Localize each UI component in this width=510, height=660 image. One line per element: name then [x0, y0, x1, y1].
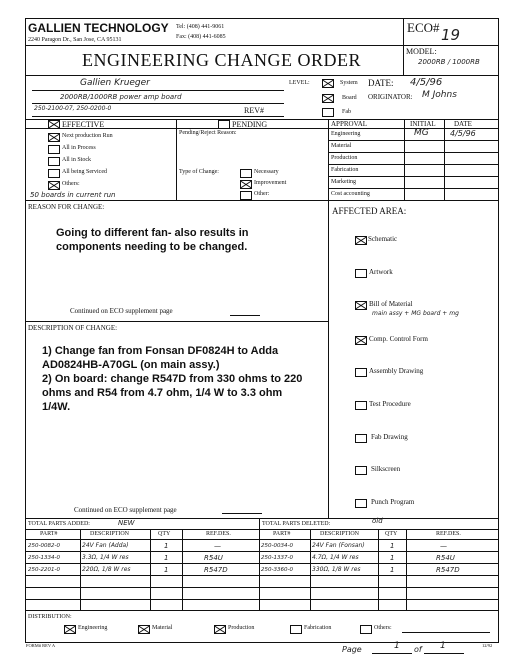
page-label: Page [342, 645, 362, 654]
affected-punch-checkbox[interactable] [355, 499, 367, 508]
added-header-desc: DESCRIPTION [90, 531, 130, 537]
handwritten-product: 2000RB/1000RB power amp board [60, 93, 182, 101]
affected-test-checkbox[interactable] [355, 401, 367, 410]
form-date: 12/92 [482, 643, 493, 648]
pending-reason-label: Pending/Reject Reason: [179, 130, 237, 136]
level-system-label: System [340, 80, 358, 86]
form-title: ENGINEERING CHANGE ORDER [82, 50, 361, 70]
description-item-2: 2) On board: change R547D from 330 ohms to 220 ohms and R54 from 4.7 ohm, 1/4 W to 3.3 ohm 1/4W. [42, 373, 303, 413]
dist-others-checkbox[interactable] [360, 625, 372, 634]
dist-engineering-label: Engineering [78, 625, 108, 631]
model-value: 2000RB / 1000RB [418, 58, 480, 66]
affected-bom-note: main assy + MG board + mg [372, 310, 459, 317]
affected-comp-control-label: Comp. Control Form [369, 335, 428, 343]
added-row-2-part: 250-1334-0 [28, 555, 60, 561]
page-total: 1 [440, 641, 446, 651]
deleted-header-part: PART# [273, 531, 291, 537]
company-address: 2240 Paragon Dr., San Jose, CA 95131 [28, 37, 122, 43]
affected-bom-checkbox[interactable] [355, 301, 367, 310]
deleted-header-desc: DESCRIPTION [320, 531, 360, 537]
deleted-row-2-qty: 1 [390, 554, 395, 562]
frame-right [498, 18, 499, 643]
description-continued: Continued on ECO supplement page [74, 506, 177, 514]
dist-others-label: Others: [374, 625, 392, 631]
reason-label: REASON FOR CHANGE: [28, 203, 105, 211]
effective-checkbox[interactable] [48, 120, 60, 129]
level-label: LEVEL: [289, 80, 310, 86]
eco-number: 19 [441, 26, 461, 44]
affected-fab-label: Fab Drawing [371, 433, 408, 441]
deleted-row-3-qty: 1 [390, 566, 395, 574]
level-fab-checkbox[interactable] [322, 108, 334, 117]
affected-silkscreen-label: Silkscreen [371, 465, 401, 473]
added-header-qty: QTY [158, 531, 171, 537]
affected-schematic-checkbox[interactable] [355, 236, 367, 245]
type-change-label: Type of Change: [179, 169, 219, 175]
affected-schematic-label: Schematic [368, 235, 398, 243]
deleted-row-2-desc: 4.7Ω, 1/4 W res [312, 554, 359, 561]
added-row-1-refdes: — [214, 542, 221, 550]
effective-serviced-label: All being Serviced [62, 169, 107, 175]
deleted-row-2-refdes: R54U [436, 554, 455, 562]
effective-others-note: 50 boards in current run [30, 191, 116, 199]
dist-fabrication-label: Fabrication [304, 625, 332, 631]
parts-added-note: NEW [118, 519, 135, 527]
deleted-row-1-desc: 24V Fan (Fonsan) [312, 542, 365, 549]
date-label: DATE: [368, 78, 394, 88]
added-row-1-qty: 1 [164, 542, 169, 550]
effective-next-run-checkbox[interactable] [48, 133, 60, 142]
frame-left [25, 18, 26, 643]
affected-artwork-checkbox[interactable] [355, 269, 367, 278]
affected-area-label: AFFECTED AREA: [332, 206, 407, 216]
eco-label: ECO# [407, 20, 440, 35]
pending-checkbox[interactable] [218, 120, 230, 129]
effective-in-stock-label: All in Stock [62, 157, 92, 163]
model-label: MODEL: [406, 47, 437, 56]
parts-deleted-label: TOTAL PARTS DELETED: [262, 521, 331, 527]
level-board-label: Board [342, 95, 357, 101]
company-tel: Tel: (408) 441-9061 [176, 24, 225, 30]
deleted-row-3-desc: 330Ω, 1/8 W res [312, 566, 361, 573]
form-number: FORM# REV A [26, 643, 56, 648]
effective-in-stock-checkbox[interactable] [48, 157, 60, 166]
dist-material-checkbox[interactable] [138, 625, 150, 634]
added-header-refdes: REF.DES. [206, 531, 231, 537]
deleted-row-2-part: 250-1337-0 [261, 555, 293, 561]
dist-production-label: Production [228, 625, 255, 631]
date-value: 4/5/96 [410, 77, 443, 88]
type-improvement-label: Improvement [254, 180, 287, 186]
deleted-header-qty: QTY [385, 531, 398, 537]
effective-in-process-label: All in Process [62, 145, 96, 151]
effective-others-label: Others: [62, 181, 80, 187]
affected-assembly-label: Assembly Drawing [369, 367, 424, 375]
approval-eng-date: 4/5/96 [450, 129, 476, 138]
added-header-part: PART# [40, 531, 58, 537]
affected-bom-label: Bill of Material [369, 300, 413, 308]
deleted-row-1-qty: 1 [390, 542, 395, 550]
originator-label: ORIGINATOR: [368, 93, 413, 101]
reason-continued: Continued on ECO supplement page [70, 307, 173, 315]
affected-punch-label: Punch Program [371, 498, 415, 506]
company-fax: Fax: (408) 441-6085 [176, 34, 226, 40]
approval-date-header: DATE [454, 120, 472, 128]
effective-in-process-checkbox[interactable] [48, 145, 60, 154]
affected-fab-checkbox[interactable] [355, 434, 367, 443]
affected-artwork-label: Artwork [369, 268, 393, 276]
handwritten-partnums: 250-2100-07, 250-0200-0 [34, 105, 112, 112]
frame-bottom [25, 642, 499, 643]
affected-test-label: Test Procedure [369, 400, 411, 408]
approval-material: Material [331, 143, 352, 149]
affected-comp-control-checkbox[interactable] [355, 336, 367, 345]
approval-fabrication: Fabrication [331, 167, 359, 173]
affected-silkscreen-checkbox[interactable] [355, 466, 367, 475]
page-number: 1 [394, 641, 400, 651]
deleted-row-3-refdes: R547D [436, 566, 460, 574]
deleted-row-1-part: 250-0034-0 [261, 543, 293, 549]
effective-serviced-checkbox[interactable] [48, 169, 60, 178]
level-fab-label: Fab [342, 109, 351, 115]
level-system-checkbox[interactable] [322, 79, 334, 88]
deleted-header-refdes: REF.DES. [436, 531, 461, 537]
added-row-3-refdes: R547D [204, 566, 228, 574]
pending-label: PENDING [232, 120, 268, 129]
added-row-1-desc: 24V Fan (Adda) [82, 542, 129, 549]
added-row-2-qty: 1 [164, 554, 169, 562]
parts-deleted-note: old [372, 517, 383, 525]
distribution-label: DISTRIBUTION: [28, 614, 72, 620]
effective-label: EFFECTIVE [62, 120, 105, 129]
added-row-3-desc: 220Ω, 1/8 W res [82, 566, 131, 573]
type-other-label: Other: [254, 191, 270, 197]
company-name: GALLIEN TECHNOLOGY [28, 21, 169, 35]
parts-added-label: TOTAL PARTS ADDED: [28, 521, 90, 527]
type-other-checkbox[interactable] [240, 191, 252, 200]
approval-marketing: Marketing [331, 179, 356, 185]
approval-engineering: Engineering [331, 131, 361, 137]
added-row-3-qty: 1 [164, 566, 169, 574]
handwritten-name: Gallien Krueger [80, 78, 150, 88]
dist-fabrication-checkbox[interactable] [290, 625, 302, 634]
approval-cost-accounting: Cost accounting [331, 191, 370, 197]
description-item-1: 1) Change fan from Fonsan DF0824H to Adda AD0824HB-A70GL (on main assy.) [42, 345, 279, 371]
rev-label: REV# [244, 106, 264, 115]
frame-top [25, 18, 499, 19]
affected-assembly-checkbox[interactable] [355, 368, 367, 377]
of-label: of [414, 645, 422, 654]
deleted-row-3-part: 250-3360-0 [261, 567, 293, 573]
approval-production: Production [331, 155, 358, 161]
type-necessary-checkbox[interactable] [240, 169, 252, 178]
approval-header: APPROVAL [331, 120, 368, 128]
added-row-2-refdes: R54U [204, 554, 223, 562]
type-necessary-label: Necessary [254, 169, 279, 175]
added-row-3-part: 250-2201-0 [28, 567, 60, 573]
dist-engineering-checkbox[interactable] [64, 625, 76, 634]
approval-initial-header: INITIAL [410, 120, 436, 128]
added-row-1-part: 250-0082-0 [28, 543, 60, 549]
originator-value: M Johns [422, 90, 457, 100]
dist-production-checkbox[interactable] [214, 625, 226, 634]
type-improvement-checkbox[interactable] [240, 180, 252, 189]
dist-material-label: Material [152, 625, 173, 631]
effective-others-checkbox[interactable] [48, 181, 60, 190]
deleted-row-1-refdes: — [440, 542, 447, 550]
added-row-2-desc: 3.3Ω, 1/4 W res [82, 554, 129, 561]
effective-next-run-label: Next production Run [62, 133, 113, 139]
level-board-checkbox[interactable] [322, 94, 334, 103]
approval-eng-initial: MG [414, 128, 429, 138]
description-label: DESCRIPTION OF CHANGE: [28, 324, 118, 332]
reason-text: Going to different fan- also results in components needing to be changed. [56, 227, 249, 253]
